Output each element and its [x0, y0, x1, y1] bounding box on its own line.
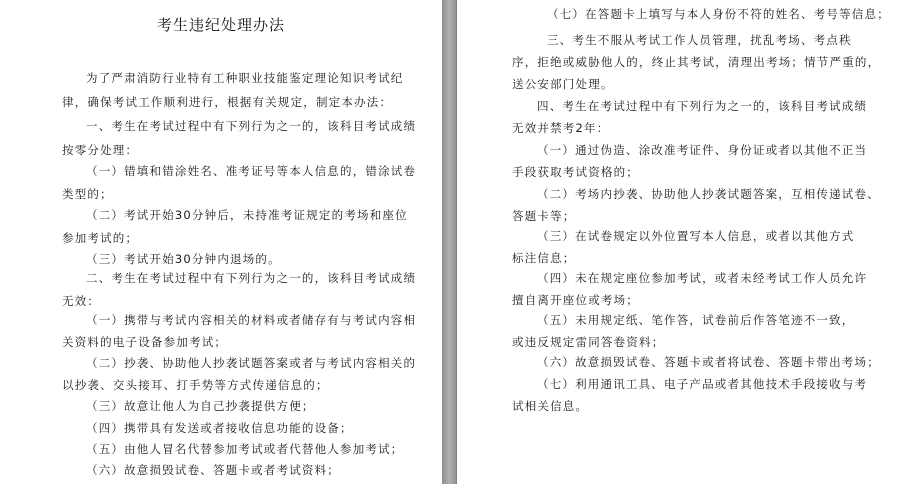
paragraph-line: 类型的；: [62, 187, 113, 201]
paragraph-line: 无效：: [62, 294, 101, 308]
paragraph-line: （二）考试开始30分钟后，未持准考证规定的考场和座位: [86, 208, 408, 222]
paragraph-line: （五）未用规定纸、笔作答，试卷前后作答笔迹不一致，: [537, 313, 855, 327]
paragraph-line: 序，拒绝或威胁他人的，终止其考试，清理出考场；情节严重的，: [512, 55, 881, 69]
paragraph-line: （一）携带与考试内容相关的材料或者储存有与考试内容相: [86, 313, 417, 327]
paragraph-line: 擅自离开座位或考场；: [512, 293, 639, 307]
paragraph-line: 三、考生不服从考试工作人员管理，扰乱考场、考点秩: [547, 33, 852, 47]
paragraph-line: 四、考生在考试过程中有下列行为之一的，该科目考试成绩: [537, 99, 868, 113]
paragraph-line: （七）在答题卡上填写与本人身份不符的姓名、考号等信息；: [547, 7, 890, 21]
paragraph-line: 参加考试的；: [62, 231, 139, 245]
paragraph-line: 或违反规定雷同答卷资料；: [512, 335, 665, 349]
page-gutter: [442, 0, 457, 484]
paragraph-line: 答题卡等；: [512, 209, 576, 223]
paragraph-line: 一、考生在考试过程中有下列行为之一的，该科目考试成绩: [86, 119, 417, 133]
paragraph-line: （六）故意损毁试卷、答题卡或者考试资料；: [86, 463, 340, 477]
document-page-right: [457, 0, 900, 484]
paragraph-line: （三）考试开始30分钟内退场的。: [86, 252, 281, 266]
paragraph-line: 手段获取考试资格的；: [512, 165, 639, 179]
paragraph-line: （一）通过伪造、涂改准考证件、身份证或者以其他不正当: [537, 143, 868, 157]
paragraph-line: （六）故意损毁试卷、答题卡或者将试卷、答题卡带出考场；: [537, 355, 880, 369]
paragraph-line: 律，确保考试工作顺利进行，根据有关规定，制定本办法：: [62, 95, 393, 109]
paragraph-line: （四）携带具有发送或者接收信息功能的设备；: [86, 421, 353, 435]
paragraph-line: （三）在试卷规定以外位置写本人信息，或者以其他方式: [537, 229, 855, 243]
document-page-left: [0, 0, 442, 484]
paragraph-line: （二）抄袭、协助他人抄袭试题答案或者与考试内容相关的: [86, 356, 417, 370]
paragraph-line: 关资料的电子设备参加考试；: [62, 335, 228, 349]
paragraph-line: （二）考场内抄袭、协助他人抄袭试题答案，互相传递试卷、: [537, 187, 880, 201]
paragraph-line: （三）故意让他人为自己抄袭提供方便；: [86, 399, 315, 413]
paragraph-line: 以抄袭、交头接耳、打手势等方式传递信息的；: [62, 378, 329, 392]
paragraph-line: 二、考生在考试过程中有下列行为之一的，该科目考试成绩: [86, 271, 417, 285]
paragraph-line: 无效并禁考2年：: [512, 121, 610, 135]
paragraph-line: 为了严肃消防行业特有工种职业技能鉴定理论知识考试纪: [86, 71, 404, 85]
paragraph-line: （四）未在规定座位参加考试，或者未经考试工作人员允许: [537, 271, 868, 285]
paragraph-line: 试相关信息。: [512, 399, 589, 413]
paragraph-line: （五）由他人冒名代替参加考试或者代替他人参加考试；: [86, 442, 404, 456]
paragraph-line: 按零分处理：: [62, 143, 139, 157]
document-title: 考生违纪处理办法: [156, 16, 285, 34]
paragraph-line: （七）利用通讯工具、电子产品或者其他技术手段接收与考: [537, 377, 868, 391]
paragraph-line: （一）错填和错涂姓名、准考证号等本人信息的，错涂试卷: [86, 164, 417, 178]
paragraph-line: 标注信息；: [512, 251, 576, 265]
paragraph-line: 送公安部门处理。: [512, 77, 614, 91]
